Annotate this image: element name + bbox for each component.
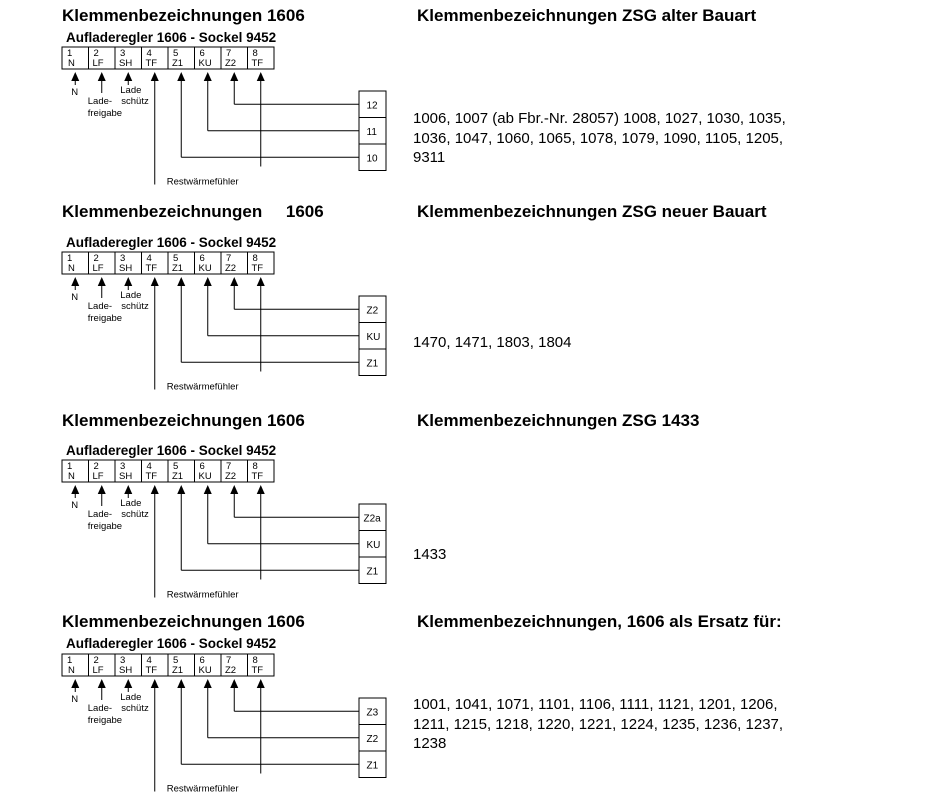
section-zsg-alter-bauart (0, 0, 951, 200)
terminal-number: 4 (146, 48, 152, 59)
arrow-head (124, 485, 132, 494)
terminal-code: SH (119, 263, 133, 274)
label-restwaermefuehler: Restwärmefühler (166, 176, 239, 188)
zsg-terminal-label: KU (366, 331, 381, 343)
label-n: N (71, 694, 79, 705)
arrow-head (204, 679, 212, 688)
terminal-code: TF (251, 471, 264, 482)
terminal-code: Z1 (172, 665, 184, 676)
terminal-diagram (0, 400, 951, 600)
terminal-code: N (68, 665, 75, 676)
terminal-number: 1 (67, 253, 73, 264)
terminal-number: 2 (93, 253, 99, 264)
arrow-head (230, 485, 238, 494)
right-title: Klemmenbezeichnungen ZSG alter Bauart (417, 6, 757, 25)
terminal-code: TF (145, 665, 158, 676)
arrow-head (71, 277, 79, 286)
terminal-code: Z1 (172, 471, 184, 482)
subtitle: Aufladeregler 1606 - Sockel 9452 (66, 636, 277, 651)
label-restwaermefuehler: Restwärmefühler (166, 589, 239, 601)
label-n: N (71, 292, 79, 303)
arrow-head (257, 679, 265, 688)
terminal-code: TF (145, 471, 158, 482)
label-ladefreigabe: freigabe (87, 715, 123, 726)
arrow-head (151, 485, 159, 494)
arrow-head (230, 72, 238, 81)
terminal-code: SH (119, 665, 133, 676)
terminal-number: 6 (199, 48, 205, 59)
label-ladeschuetz: Lade (120, 498, 142, 509)
arrow-head (71, 485, 79, 494)
terminal-number: 5 (173, 253, 179, 264)
terminal-number: 7 (226, 655, 232, 666)
label-ladeschuetz: schütz (121, 301, 149, 312)
terminal-code: KU (198, 263, 212, 274)
terminal-cell (62, 460, 89, 482)
terminal-number: 8 (252, 253, 258, 264)
terminal-code: LF (92, 58, 104, 69)
terminal-number: 4 (146, 655, 152, 666)
arrow-head (124, 277, 132, 286)
subtitle: Aufladeregler 1606 - Sockel 9452 (66, 235, 277, 250)
zsg-terminal-label: Z2a (363, 513, 381, 525)
label-ladefreigabe: freigabe (87, 313, 123, 324)
arrow-head (177, 277, 185, 286)
terminal-number: 5 (173, 655, 179, 666)
terminal-number: 1 (67, 48, 73, 59)
terminal-code: KU (198, 58, 212, 69)
terminal-number: 2 (93, 461, 99, 472)
terminal-code: Z1 (172, 263, 184, 274)
arrow-head (98, 679, 106, 688)
label-ladeschuetz: Lade (120, 692, 142, 703)
subtitle: Aufladeregler 1606 - Sockel 9452 (66, 443, 277, 458)
arrow-head (204, 277, 212, 286)
label-n: N (71, 500, 79, 511)
arrow-head (177, 679, 185, 688)
arrow-head (230, 679, 238, 688)
terminal-code: N (68, 58, 75, 69)
terminal-number: 3 (120, 253, 126, 264)
terminal-number: 6 (199, 461, 205, 472)
models-line: 1001, 1041, 1071, 1101, 1106, 1111, 1121, 1201, 1206, (413, 696, 778, 713)
terminal-code: TF (145, 263, 158, 274)
models-line: 1006, 1007 (ab Fbr.-Nr. 28057) 1008, 1027, 1030, 1035, (413, 110, 786, 127)
terminal-diagram (0, 0, 951, 200)
zsg-terminal-label: Z1 (366, 358, 379, 370)
label-ladefreigabe: freigabe (87, 108, 123, 119)
terminal-diagram (0, 200, 951, 400)
terminal-number: 5 (173, 48, 179, 59)
terminal-number: 7 (226, 461, 232, 472)
arrow-head (230, 277, 238, 286)
section-1606-als-ersatz (0, 600, 951, 800)
section-zsg-1433 (0, 400, 951, 600)
label-n: N (71, 87, 79, 98)
terminal-number: 4 (146, 461, 152, 472)
terminal-code: Z2 (225, 58, 237, 69)
label-ladeschuetz: schütz (121, 509, 149, 520)
arrow-head (124, 679, 132, 688)
left-title: Klemmenbezeichnungen 1606 (62, 6, 305, 25)
terminal-number: 7 (226, 48, 232, 59)
arrow-head (124, 72, 132, 81)
zsg-terminal-label: 10 (366, 153, 378, 165)
terminal-number: 7 (226, 253, 232, 264)
arrow-head (257, 485, 265, 494)
zsg-terminal-label: 11 (366, 126, 377, 138)
compatible-models (413, 545, 853, 565)
terminal-code: LF (92, 263, 104, 274)
terminal-cell (62, 47, 89, 69)
label-ladefreigabe: freigabe (87, 521, 123, 532)
terminal-code: KU (198, 471, 212, 482)
arrow-head (151, 679, 159, 688)
arrow-head (204, 485, 212, 494)
compatible-models (413, 333, 853, 353)
terminal-code: LF (92, 665, 104, 676)
label-restwaermefuehler: Restwärmefühler (166, 381, 239, 393)
models-line: 1238 (413, 735, 447, 752)
models-line: 1036, 1047, 1060, 1065, 1078, 1079, 1090, 1105, 1205, (413, 129, 784, 147)
zsg-terminal-label: Z2 (366, 733, 379, 745)
left-title: Klemmenbezeichnungen 1606 (62, 612, 305, 631)
arrow-head (151, 72, 159, 81)
models-line: 1470, 1471, 1803, 1804 (413, 334, 572, 351)
terminal-code: TF (251, 263, 264, 274)
label-ladefreigabe: Lade- (87, 96, 113, 107)
terminal-number: 3 (120, 461, 126, 472)
terminal-number: 8 (252, 461, 258, 472)
arrow-head (98, 72, 106, 81)
terminal-code: TF (251, 58, 264, 69)
zsg-terminal-label: KU (366, 539, 381, 551)
terminal-number: 4 (146, 253, 152, 264)
terminal-number: 1 (67, 655, 73, 666)
terminal-code: Z2 (225, 471, 237, 482)
label-ladefreigabe: Lade- (87, 703, 113, 714)
zsg-terminal-label: Z1 (366, 566, 379, 578)
arrow-head (98, 485, 106, 494)
arrow-head (257, 72, 265, 81)
terminal-code: Z2 (225, 263, 237, 274)
terminal-code: SH (119, 471, 133, 482)
label-ladeschuetz: schütz (121, 703, 149, 714)
right-title: Klemmenbezeichnungen, 1606 als Ersatz für: (417, 612, 782, 631)
terminal-code: Z1 (172, 58, 184, 69)
label-ladefreigabe: Lade- (87, 509, 113, 520)
terminal-number: 6 (199, 253, 205, 264)
left-title: Klemmenbezeichnungen 1606 (62, 411, 305, 430)
terminal-number: 3 (120, 48, 126, 59)
terminal-code: LF (92, 471, 104, 482)
terminal-number: 1 (67, 461, 73, 472)
arrow-head (177, 485, 185, 494)
terminal-code: Z2 (225, 665, 237, 676)
terminal-number: 2 (93, 48, 99, 59)
terminal-code: SH (119, 58, 133, 69)
arrow-head (177, 72, 185, 81)
arrow-head (71, 72, 79, 81)
terminal-code: TF (251, 665, 264, 676)
zsg-terminal-label: Z1 (366, 760, 379, 772)
zsg-terminal-label: 12 (366, 100, 378, 112)
arrow-head (151, 277, 159, 286)
terminal-number: 8 (252, 655, 258, 666)
arrow-head (98, 277, 106, 286)
left-title: Klemmenbezeichnungen 1606 (62, 202, 324, 221)
terminal-code: N (68, 471, 75, 482)
terminal-cell (62, 252, 89, 274)
zsg-terminal-label: Z3 (366, 707, 379, 719)
models-line: 9311 (413, 149, 446, 166)
compatible-models (413, 695, 853, 754)
terminal-number: 8 (252, 48, 258, 59)
label-ladeschuetz: Lade (120, 85, 142, 96)
right-title: Klemmenbezeichnungen ZSG 1433 (417, 411, 700, 430)
label-ladeschuetz: Lade (120, 290, 142, 301)
right-title: Klemmenbezeichnungen ZSG neuer Bauart (417, 202, 767, 221)
arrow-head (257, 277, 265, 286)
terminal-number: 2 (93, 655, 99, 666)
terminal-code: N (68, 263, 75, 274)
zsg-terminal-label: Z2 (366, 305, 379, 317)
terminal-number: 3 (120, 655, 126, 666)
terminal-code: TF (145, 58, 158, 69)
models-line: 1433 (413, 546, 447, 563)
subtitle: Aufladeregler 1606 - Sockel 9452 (66, 30, 277, 45)
section-zsg-neuer-bauart (0, 200, 951, 400)
label-ladefreigabe: Lade- (87, 301, 113, 312)
arrow-head (204, 72, 212, 81)
models-line: 1211, 1215, 1218, 1220, 1221, 1224, 1235, 1236, 1237, (413, 715, 784, 733)
compatible-models (413, 109, 853, 168)
terminal-cell (62, 654, 89, 676)
label-ladeschuetz: schütz (121, 96, 149, 107)
label-restwaermefuehler: Restwärmefühler (166, 783, 239, 795)
arrow-head (71, 679, 79, 688)
terminal-number: 6 (199, 655, 205, 666)
terminal-code: KU (198, 665, 212, 676)
terminal-number: 5 (173, 461, 179, 472)
